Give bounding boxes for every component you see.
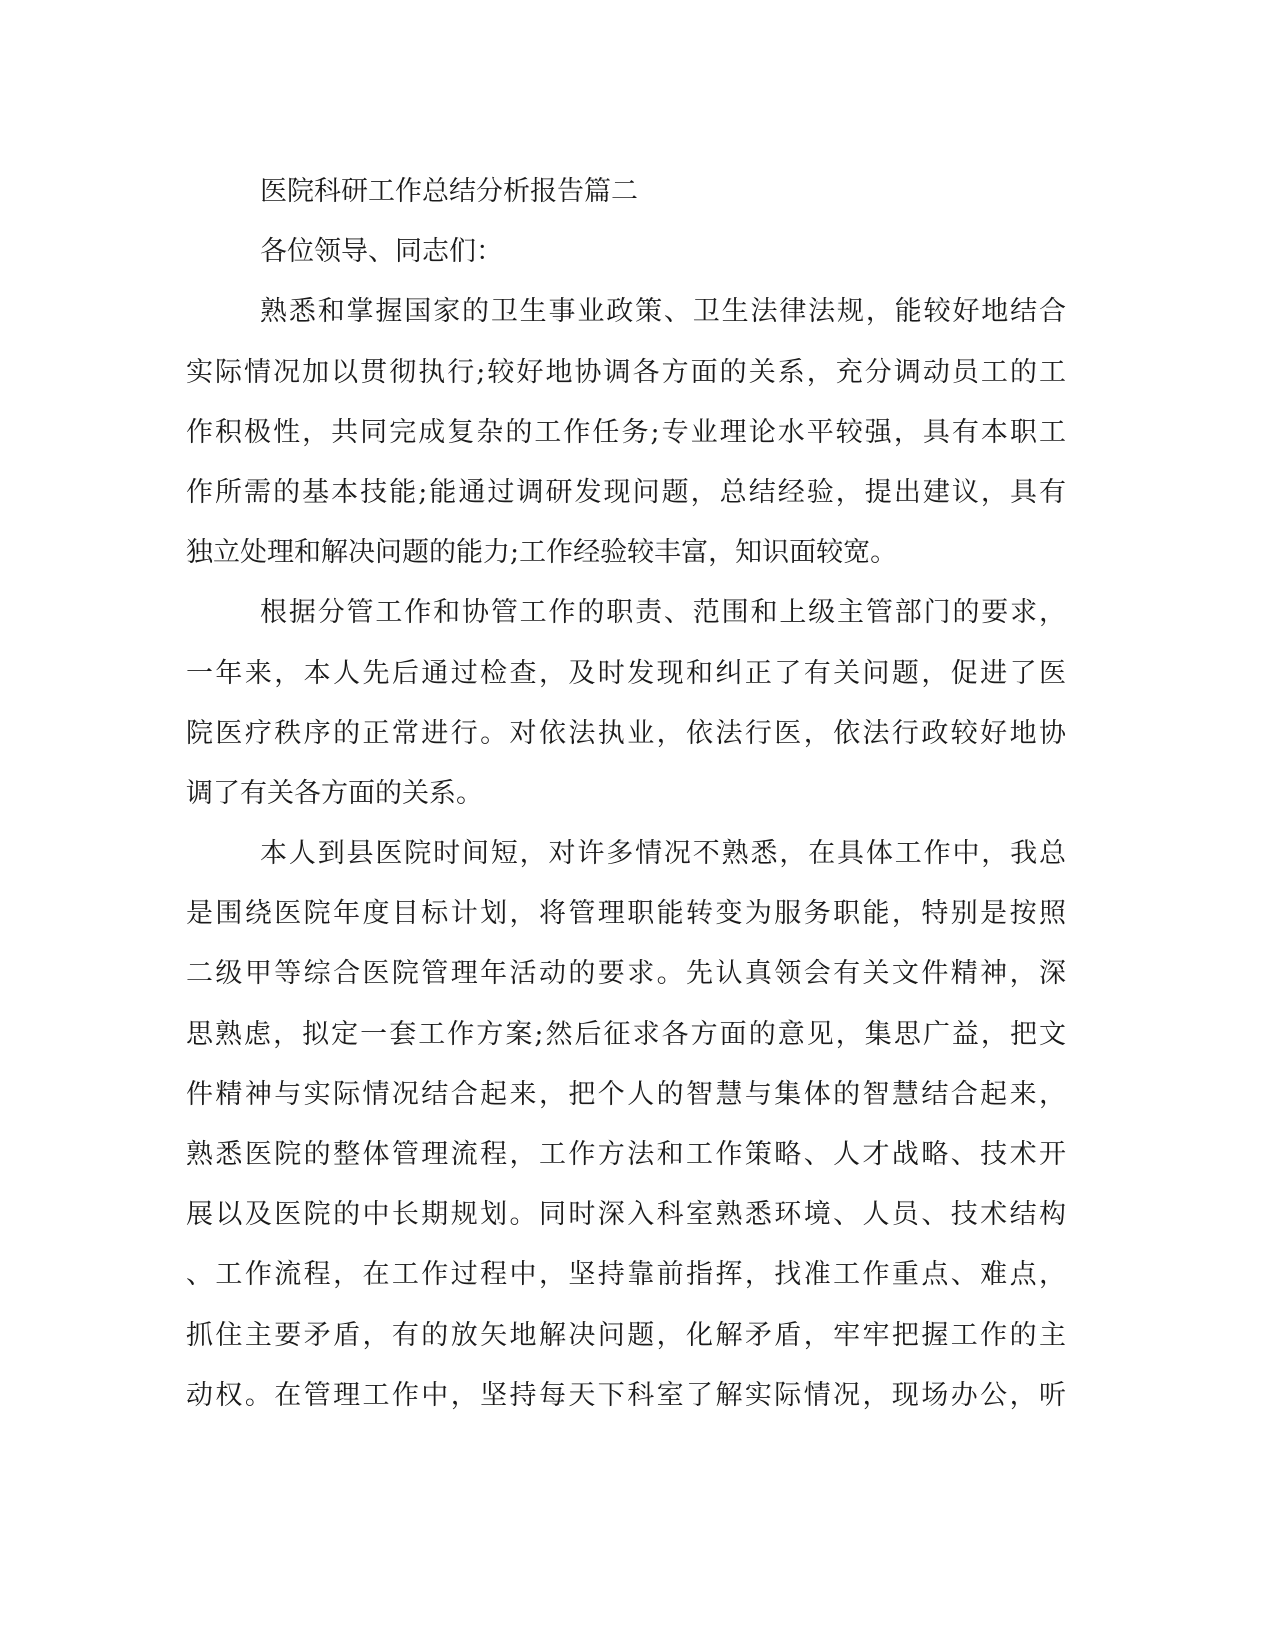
paragraph-line: 熟悉和掌握国家的卫生事业政策、卫生法律法规，能较好地结合 (260, 296, 1066, 328)
paragraph-line: 一年来，本人先后通过检查，及时发现和纠正了有关问题，促进了医 (186, 657, 1066, 689)
paragraph-line: 动权。在管理工作中，坚持每天下科室了解实际情况，现场办公，听 (186, 1379, 1066, 1411)
document-body (186, 162, 1066, 1426)
paragraph-line: 展以及医院的中长期规划。同时深入科室熟悉环境、人员、技术结构 (186, 1199, 1066, 1231)
paragraph-line: 实际情况加以贯彻执行;较好地协调各方面的关系，充分调动员工的工 (186, 356, 1066, 388)
paragraph-line: 、工作流程，在工作过程中，坚持靠前指挥，找准工作重点、难点， (186, 1259, 1066, 1291)
salutation: 各位领导、同志们： (260, 236, 503, 268)
paragraph-line: 根据分管工作和协管工作的职责、范围和上级主管部门的要求， (260, 597, 1066, 629)
paragraph-line: 本人到县医院时间短，对许多情况不熟悉，在具体工作中，我总 (260, 838, 1066, 870)
paragraph-line: 思熟虑，拟定一套工作方案;然后征求各方面的意见，集思广益，把文 (186, 1018, 1066, 1050)
paragraph-2 (186, 583, 1066, 824)
paragraph-1 (186, 282, 1066, 583)
paragraph-line: 是围绕医院年度目标计划，将管理职能转变为服务职能，特别是按照 (186, 898, 1066, 930)
paragraph-3 (186, 824, 1066, 1426)
paragraph-line: 件精神与实际情况结合起来，把个人的智慧与集体的智慧结合起来， (186, 1078, 1066, 1110)
paragraph-line: 二级甲等综合医院管理年活动的要求。先认真领会有关文件精神，深 (186, 958, 1066, 990)
paragraph-line: 作所需的基本技能;能通过调研发现问题，总结经验，提出建议，具有 (186, 476, 1066, 508)
paragraph-line: 独立处理和解决问题的能力;工作经验较丰富，知识面较宽。 (186, 537, 898, 569)
paragraph-line: 院医疗秩序的正常进行。对依法执业，依法行医，依法行政较好地协 (186, 717, 1066, 749)
paragraph-line: 调了有关各方面的关系。 (186, 777, 483, 809)
document-title: 医院科研工作总结分析报告篇二 (260, 176, 638, 207)
paragraph-line: 熟悉医院的整体管理流程，工作方法和工作策略、人才战略、技术开 (186, 1139, 1066, 1170)
paragraph-line: 作积极性，共同完成复杂的工作任务;专业理论水平较强，具有本职工 (186, 416, 1066, 448)
paragraph-line: 抓住主要矛盾，有的放矢地解决问题，化解矛盾，牢牢把握工作的主 (186, 1319, 1066, 1351)
